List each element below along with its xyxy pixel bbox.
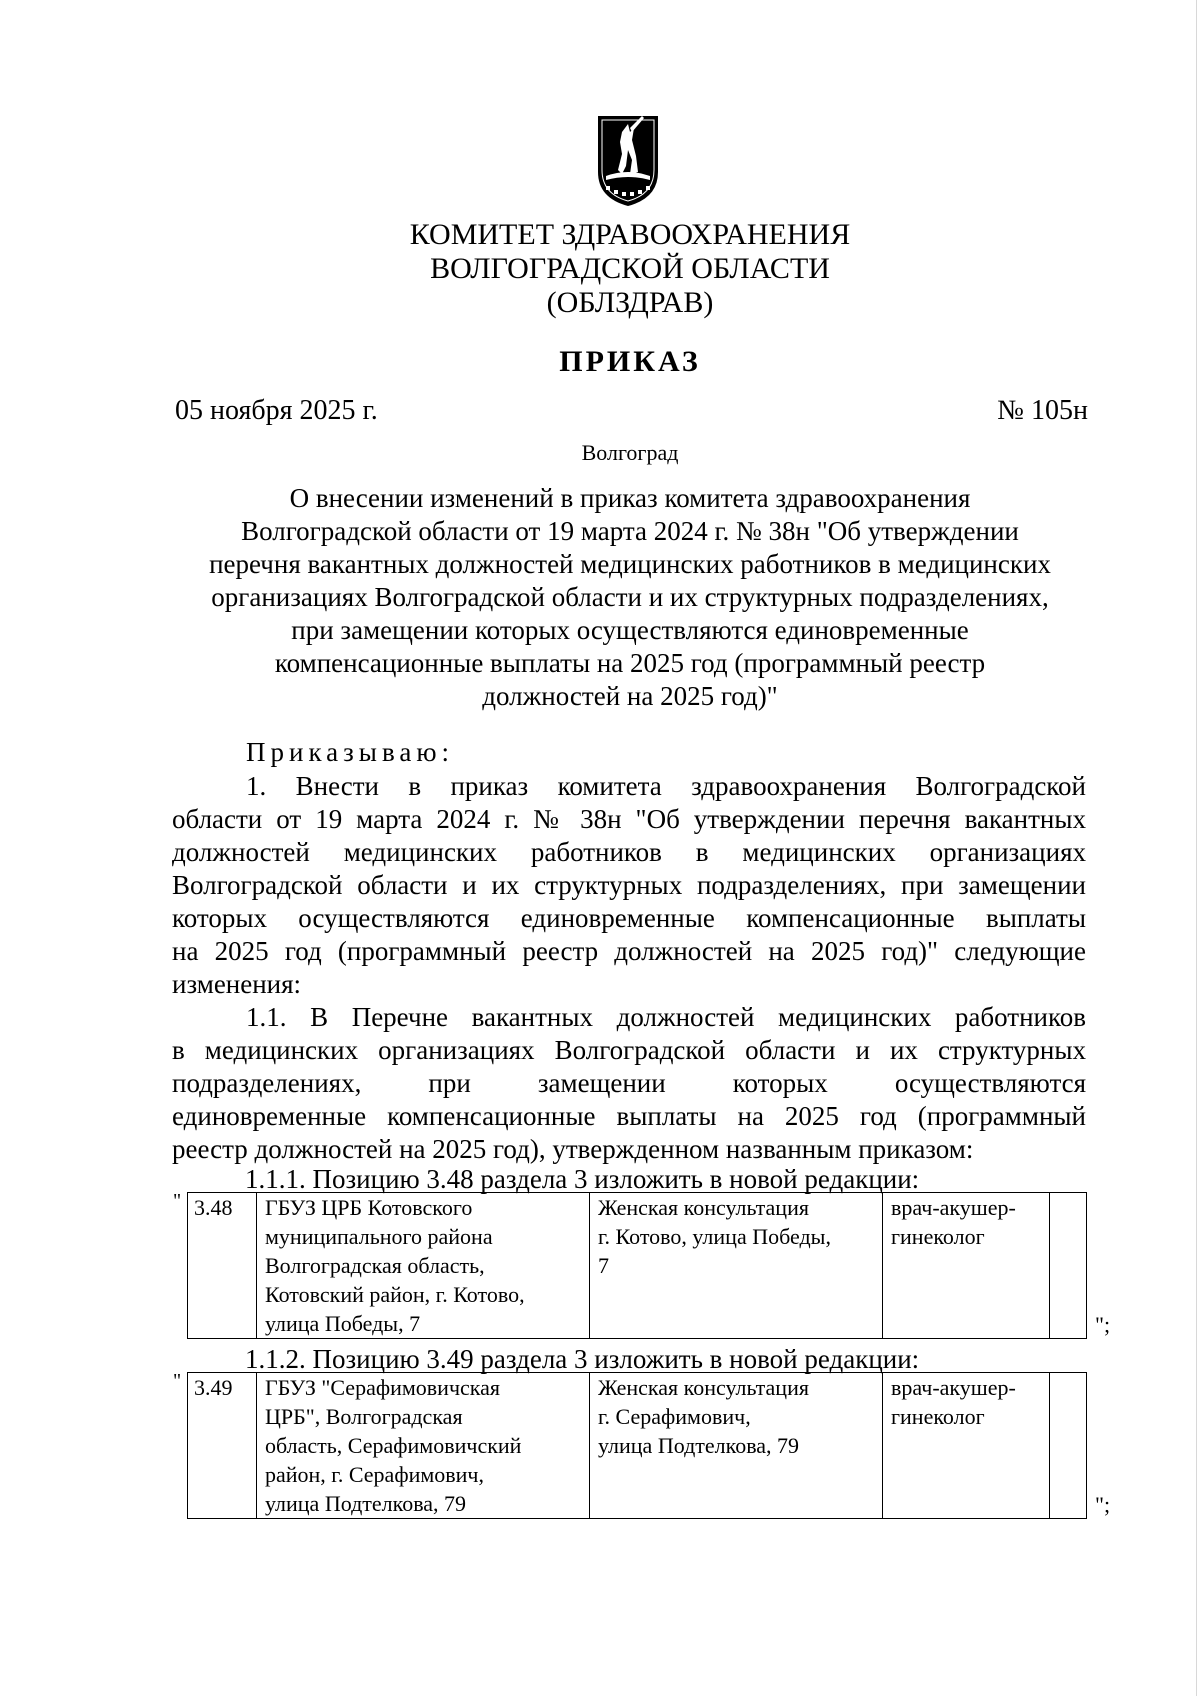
cell-line: Котовский район, г. Котово, [265,1282,525,1307]
document-subject [180,482,1080,713]
cell-line: 7 [598,1253,609,1278]
subparagraph-1-1-1: 1.1.1. Позицию 3.48 раздела 3 изложить в новой редакции: [245,1164,920,1194]
paragraph-1-1 [172,1001,1086,1166]
job-title-cell [883,1373,1050,1519]
document-city: Волгоград [581,440,679,465]
subparagraph-1-1-2: 1.1.2. Позицию 3.49 раздела 3 изложить в новой редакции: [245,1344,920,1374]
cell-line: ЦРБ", Волгоградская [265,1404,463,1429]
empty-cell [1050,1193,1087,1339]
document-date: 05 ноября 2025 г. [175,395,378,426]
paragraph-line: в медицинских организациях Волгоградской области и их структурных [172,1035,1086,1065]
cell-line: ГБУЗ ЦРБ Котовского [265,1195,473,1220]
document-number: № 105н [997,395,1088,426]
paragraph-line: которых осуществляются единовременные компенсационные выплаты [172,903,1086,933]
close-quote: "; [1095,1312,1111,1337]
position-table-3-48 [187,1192,1087,1339]
volgograd-coat-of-arms-emblem [592,110,664,210]
close-quote: "; [1095,1492,1111,1517]
cell-line: Волгоградская область, [265,1253,485,1278]
organization-cell [257,1373,590,1519]
paragraph-line: должностей медицинских работников в медицинских организациях [172,837,1086,867]
empty-cell [1050,1373,1087,1519]
cell-line: гинеколог [891,1404,985,1429]
cell-line: врач-акушер- [891,1195,1016,1220]
cell-line: г. Серафимович, [598,1404,751,1429]
subject-line: Волгоградской области от 19 марта 2024 г. № 38н "Об утверждении [241,516,1019,546]
subject-line: перечня вакантных должностей медицинских работников в медицинских [209,549,1051,579]
open-quote: " [173,1370,182,1392]
paragraph-line: области от 19 марта 2024 г. № 38н "Об утверждении перечня вакантных [172,804,1086,834]
department-cell [590,1373,883,1519]
cell-line: ГБУЗ "Серафимовичская [265,1375,501,1400]
paragraph-line: Волгоградской области и их структурных подразделениях, при замещении [172,870,1086,900]
org-name-line2: ВОЛГОГРАДСКОЙ ОБЛАСТИ [430,252,830,285]
document-type-title: ПРИКАЗ [559,345,701,378]
table-row [188,1373,1087,1519]
cell-line: г. Котово, улица Победы, [598,1224,831,1249]
subject-line: компенсационные выплаты на 2025 год (программный реестр [274,648,986,678]
department-cell [590,1193,883,1339]
cell-line: улица Подтелкова, 79 [598,1433,800,1458]
subject-line: при замещении которых осуществляются единовременные [291,615,969,645]
paragraph-1 [172,770,1086,1001]
cell-line: гинеколог [891,1224,985,1249]
table-row [188,1193,1087,1339]
subject-line: должностей на 2025 год)" [482,681,778,711]
subject-line: организациях Волгоградской области и их структурных подразделениях, [211,582,1049,612]
paragraph-line: реестр должностей на 2025 год), утвержденном названным приказом: [172,1134,974,1164]
paragraph-line: подразделениях, при замещении которых осуществляются [172,1068,1086,1098]
paragraph-line: 1. Внести в приказ комитета здравоохранения Волгоградской [246,771,1086,801]
open-quote: " [173,1190,182,1212]
cell-line: улица Подтелкова, 79 [265,1491,467,1516]
position-number: 3.48 [188,1193,257,1339]
job-title-cell [883,1193,1050,1339]
paragraph-line: 1.1. В Перечне вакантных должностей медицинских работников [246,1002,1086,1032]
org-abbreviation: (ОБЛЗДРАВ) [546,286,714,319]
paragraph-line: изменения: [172,969,302,999]
organization-cell [257,1193,590,1339]
cell-line: муниципального района [265,1224,493,1249]
decree-word: Приказываю: [246,737,454,767]
scan-edge-line [1196,0,1197,1696]
org-name-line1: КОМИТЕТ ЗДРАВООХРАНЕНИЯ [409,218,851,251]
paragraph-line: на 2025 год (программный реестр должностей на 2025 год)" следующие [172,936,1086,966]
paragraph-line: единовременные компенсационные выплаты на 2025 год (программный [172,1101,1086,1131]
subject-line: О внесении изменений в приказ комитета здравоохранения [289,483,971,513]
position-table-3-49 [187,1372,1087,1519]
cell-line: улица Победы, 7 [265,1311,421,1336]
cell-line: врач-акушер- [891,1375,1016,1400]
cell-line: область, Серафимовичский [265,1433,522,1458]
position-number: 3.49 [188,1373,257,1519]
cell-line: Женская консультация [598,1375,809,1400]
cell-line: Женская консультация [598,1195,809,1220]
cell-line: район, г. Серафимович, [265,1462,485,1487]
